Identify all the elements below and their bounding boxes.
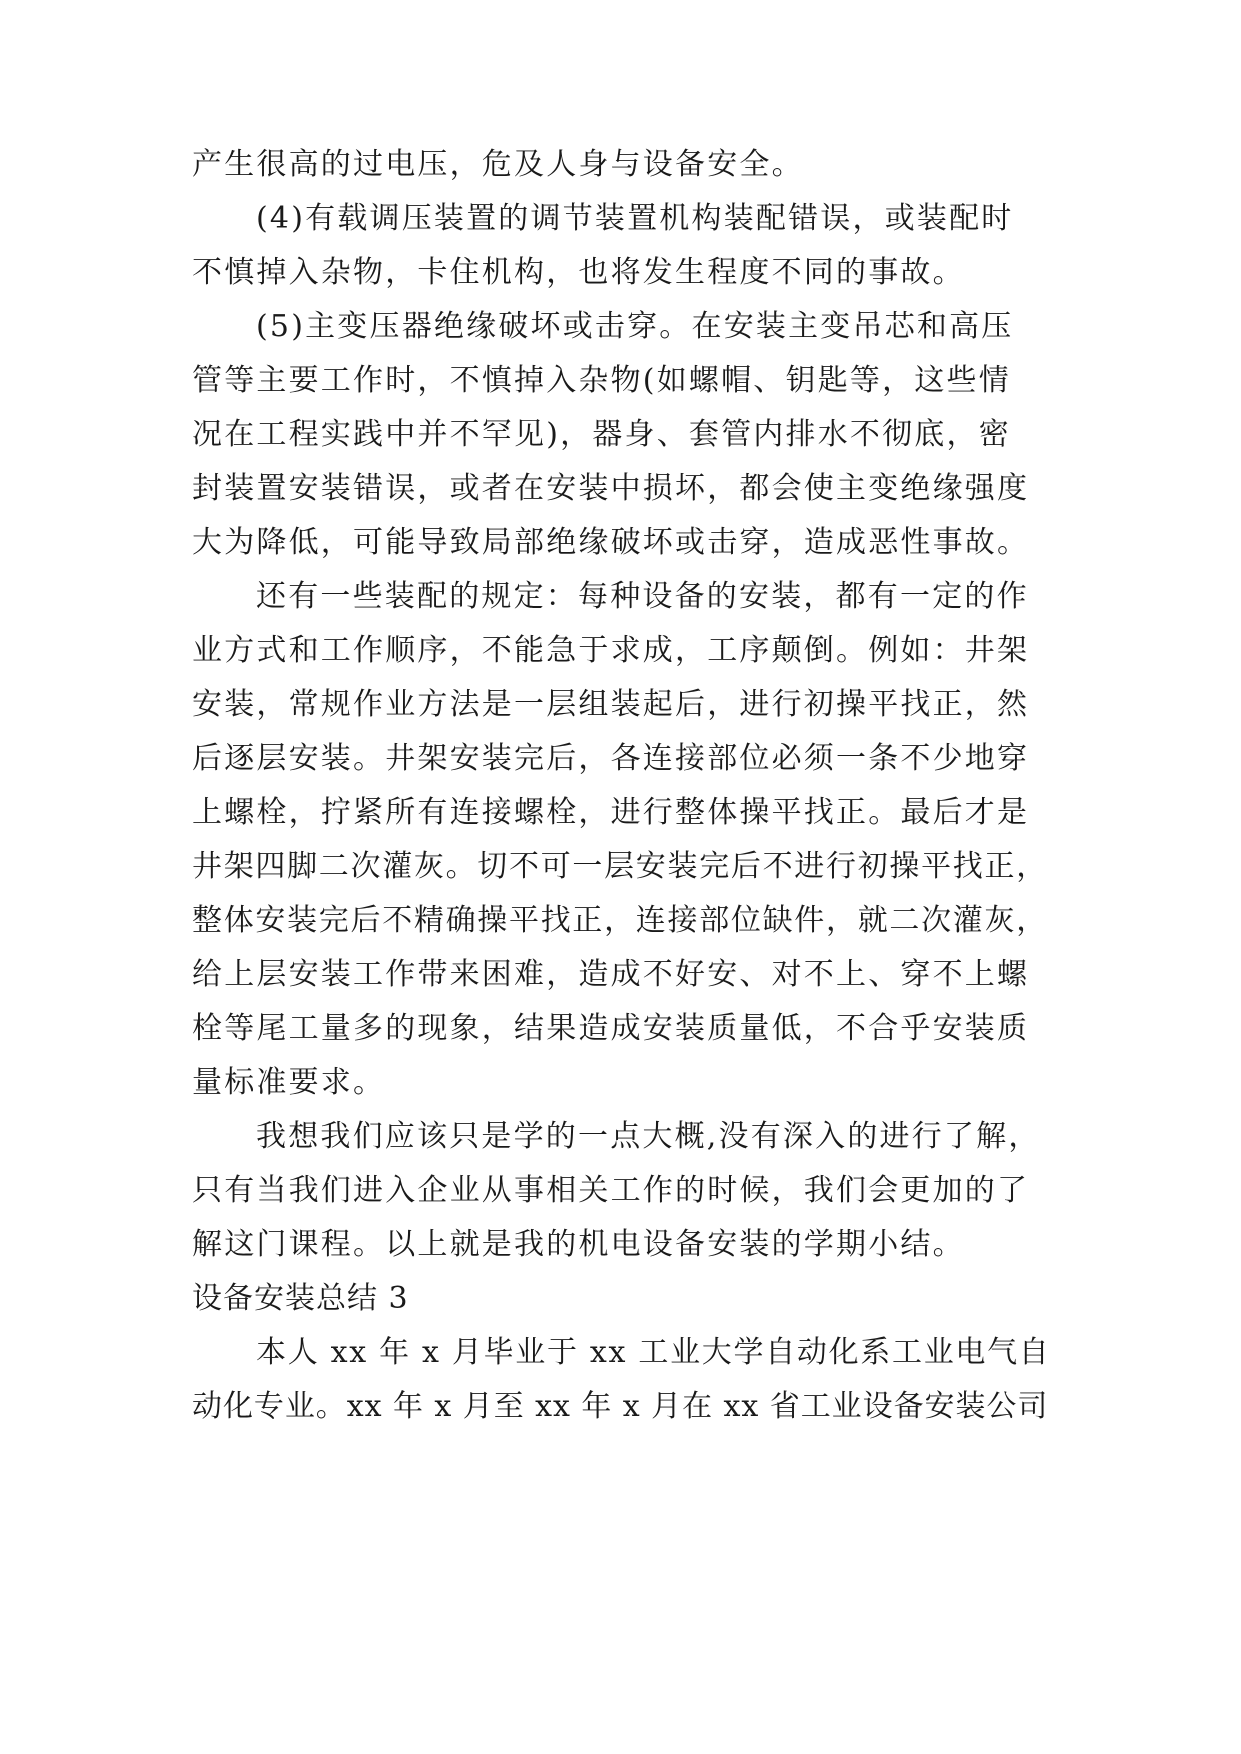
list-item-5-line: (5)主变压器绝缘破坏或击穿。在安装主变吊芯和高压 [256, 309, 1014, 344]
paragraph-line: 我想我们应该只是学的一点大概,没有深入的进行了解， [256, 1119, 1041, 1154]
paragraph-line: 上螺栓，拧紧所有连接螺栓，进行整体操平找正。最后才是 [192, 795, 1030, 830]
paragraph-line: 整体安装完后不精确操平找正，连接部位缺件，就二次灌灰， [192, 903, 1048, 938]
paragraph-line: 给上层安装工作带来困难，造成不好安、对不上、穿不上螺 [192, 957, 1030, 992]
paragraph-line: 解这门课程。以上就是我的机电设备安装的学期小结。 [192, 1227, 965, 1262]
paragraph-line: 动化专业。xx 年 x 月至 xx 年 x 月在 xx 省工业设备安装公司 [192, 1389, 1049, 1424]
list-item-4-line: (4)有载调压装置的调节装置机构装配错误，或装配时 [256, 201, 1014, 236]
list-item-5-line: 封装置安装错误，或者在安装中损坏，都会使主变绝缘强度 [192, 471, 1030, 506]
list-item-4-line: 不慎掉入杂物，卡住机构，也将发生程度不同的事故。 [192, 255, 965, 290]
paragraph-line: 量标准要求。 [192, 1065, 386, 1100]
paragraph-line: 后逐层安装。井架安装完后，各连接部位必须一条不少地穿 [192, 741, 1030, 776]
list-item-5-line: 况在工程实践中并不罕见)，器身、套管内排水不彻底，密 [192, 417, 1011, 452]
paragraph-line: 还有一些装配的规定：每种设备的安装，都有一定的作 [256, 579, 1029, 614]
paragraph-line: 安装，常规作业方法是一层组装起后，进行初操平找正，然 [192, 687, 1030, 722]
list-item-5-line: 管等主要工作时，不慎掉入杂物(如螺帽、钥匙等，这些情 [192, 363, 1011, 398]
paragraph-line: 栓等尾工量多的现象，结果造成安装质量低，不合乎安装质 [192, 1011, 1030, 1046]
body-line: 产生很高的过电压，危及人身与设备安全。 [192, 147, 804, 182]
paragraph-line: 本人 xx 年 x 月毕业于 xx 工业大学自动化系工业电气自 [256, 1335, 1051, 1370]
paragraph-line: 井架四脚二次灌灰。切不可一层安装完后不进行初操平找正， [192, 849, 1048, 884]
paragraph-line: 只有当我们进入企业从事相关工作的时候，我们会更加的了 [192, 1173, 1030, 1208]
list-item-5-line: 大为降低，可能导致局部绝缘破坏或击穿，造成恶性事故。 [192, 525, 1030, 560]
paragraph-line: 业方式和工作顺序，不能急于求成，工序颠倒。例如：井架 [192, 633, 1030, 668]
section-heading: 设备安装总结 3 [192, 1281, 409, 1316]
